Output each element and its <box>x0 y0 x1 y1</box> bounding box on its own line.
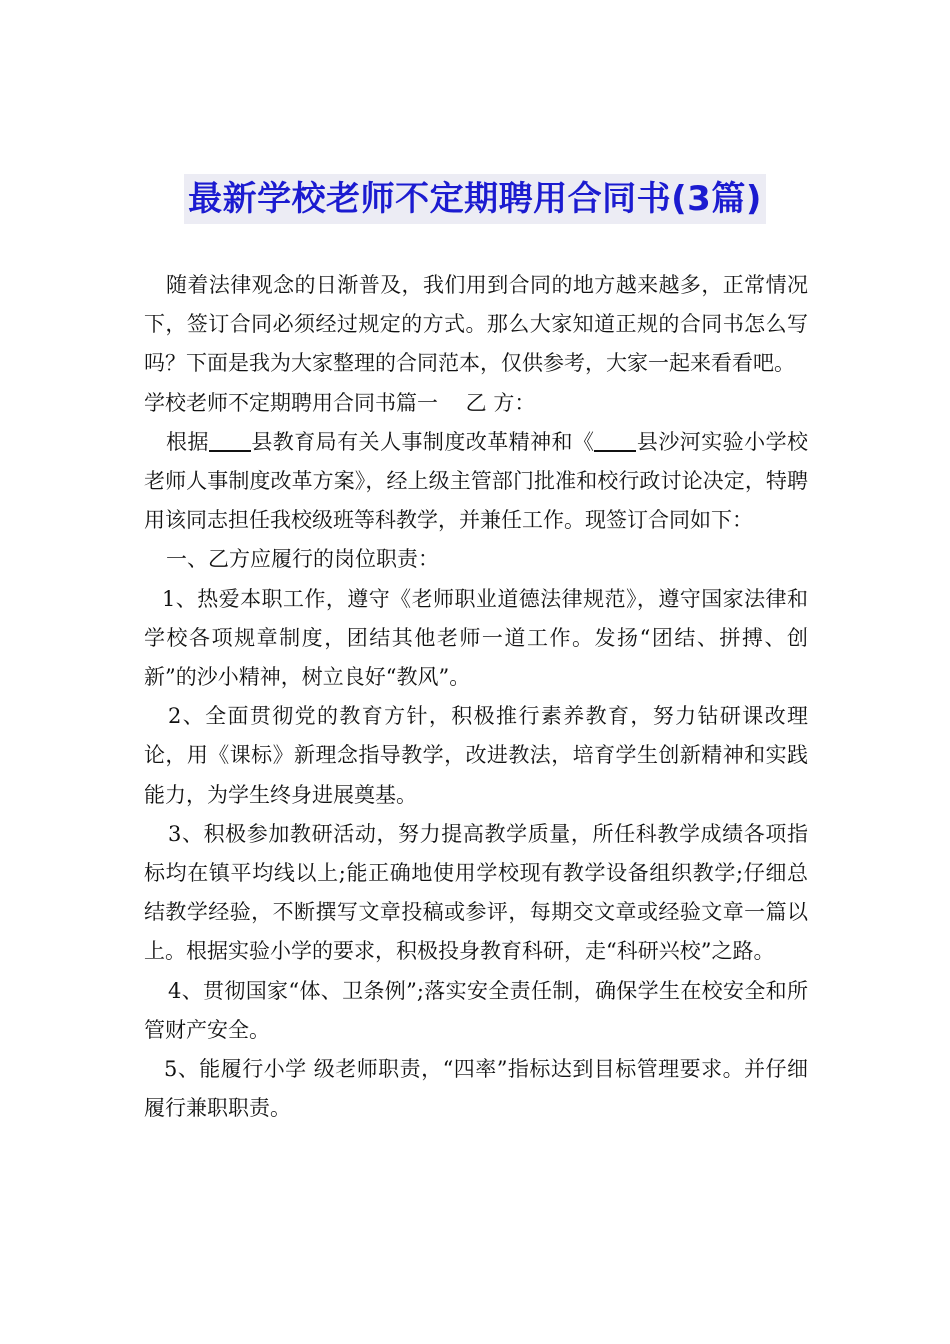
duty-item: 1、热爱本职工作，遵守《老师职业道德法律规范》，遵守国家法律和学校各项规章制度，团结其他老师一道工作。发扬“团结、拼搏、创新”的沙小精神，树立良好“教风”。 <box>144 586 808 690</box>
clause-heading: 一、乙方应履行的岗位职责： <box>166 547 439 572</box>
document-title: 最新学校老师不定期聘用合同书(3篇) <box>184 174 766 224</box>
preamble-text-b: 县教育局有关人事制度改革精神和《 <box>250 429 595 454</box>
section-heading: 学校老师不定期聘用合同书篇一 乙 方： <box>144 390 536 415</box>
duty-item: 5、能履行小学 级老师职责，“四率”指标达到目标管理要求。并仔细履行兼职职责。 <box>144 1057 808 1121</box>
fill-blank <box>594 430 636 452</box>
contract-preamble <box>144 423 808 541</box>
preamble-text-c: 县沙河实验小学校老师人事制度改革方案》，经上级主管部门批准和校行政讨论决定，特聘用该同志担任我校级班等科教学，并兼任工作。现签订合同如下： <box>144 429 809 533</box>
title-container <box>0 174 950 224</box>
duty-item: 4、贯彻国家“体、卫条例”;落实安全责任制，确保学生在校安全和所管财产安全。 <box>144 978 808 1042</box>
intro-paragraph: 随着法律观念的日渐普及，我们用到合同的地方越来越多，正常情况下，签订合同必须经过规定的方式。那么大家知道正规的合同书怎么写吗？下面是我为大家整理的合同范本，仅供参考，大家一起来看看吧。 <box>144 273 808 376</box>
duty-item: 2、全面贯彻党的教育方针，积极推行素养教育，努力钻研课改理论，用《课标》新理念指导教学，改进教法，培育学生创新精神和实践能力，为学生终身进展奠基。 <box>144 704 808 807</box>
preamble-text-a: 根据 <box>166 429 209 454</box>
duty-item: 3、积极参加教研活动，努力提高教学质量，所任科教学成绩各项指标均在镇平均线以上;能正确地使用学校现有教学设备组织教学;仔细总结教学经验，不断撰写文章投稿或参评，每期交文章或经验文章一篇以上。根据实验小学的要求，积极投身教育科研，走“科研兴校”之路。 <box>144 821 808 964</box>
document-body <box>144 266 808 1128</box>
fill-blank <box>209 430 251 452</box>
